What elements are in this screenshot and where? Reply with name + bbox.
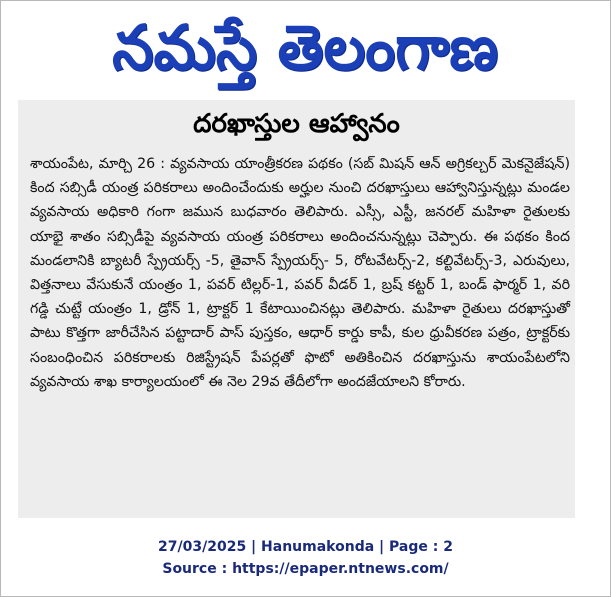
article-body: శాయంపేట, మార్చి 26 : వ్యవసాయ యాంత్రీకరణ పథకం (సబ్ మిషన్ ఆన్ అగ్రికల్చర్ మెకనైజేషన్) కింద సబ్సిడీ యంత్ర పరికరాలు అందించేందుకు అర్హుల నుంచి దరఖాస్తులు ఆహ్వానిస్తున్నట్లు మండల వ్యవసాయ అధికారి గంగా జమున బుధవారం తెలిపారు. ఎస్సీ, ఎస్టీ, జనరల్ మహిళా రైతులకు యాభై శాతం సబ్సిడీపై వ్యవసాయ యంత్ర పరికరాలు అందించనున్నట్లు చెప్పారు. ఈ పథకం కింద మండలానికి బ్యాటరీ స్ప్రేయర్స్ -5, తైవాన్ స్ప్రేయర్స్- 5, రోటవేటర్స్-2, కల్టివేటర్స్-3, ఎరువులు, విత్తనాలు వేసుకునే యంత్రం 1, పవర్ టిల్లర్-1, పవర్ వీడర్ 1, బ్రష్ కట్టర్ 1, బండ్ ఫార్మర్ 1, వరి గడ్డి చుట్టే యంత్రం 1, డ్రోన్ 1, ట్రాక్టర్ 1 కేటాయించినట్లు తెలిపారు. మహిళా రైతులు దరఖాస్తుతో పాటు కొత్తగా జారీచేసిన పట్టాదార్ పాస్ పుస్తకం, ఆధార్ కార్డు కాపీ, కుల ధ్రువీకరణ పత్రం, ట్రాక్టర్‌కు సంబంధించిన పరికరాలకు రిజిస్ట్రేషన్ పేపర్లతో ఫొటో అతికించిన దరఖాస్తును శాయంపేటలోని వ్యవసాయ శాఖ కార్యాలయంలో ఈ నెల 29వ తేదీలోగా అందజేయాలని కోరారు. [30,156,570,390]
clipping-footer [0,536,611,580]
article-headline: దరఖాస్తుల ఆహ్వానం [193,109,400,139]
source-link[interactable]: Source : https://epaper.ntnews.com/ [162,561,449,577]
newspaper-masthead [0,0,611,96]
newspaper-logo: నమస్తే తెలంగాణ [112,11,499,84]
date-edition-page: 27/03/2025 | Hanumakonda | Page : 2 [158,539,453,555]
article-clipping [18,100,575,518]
